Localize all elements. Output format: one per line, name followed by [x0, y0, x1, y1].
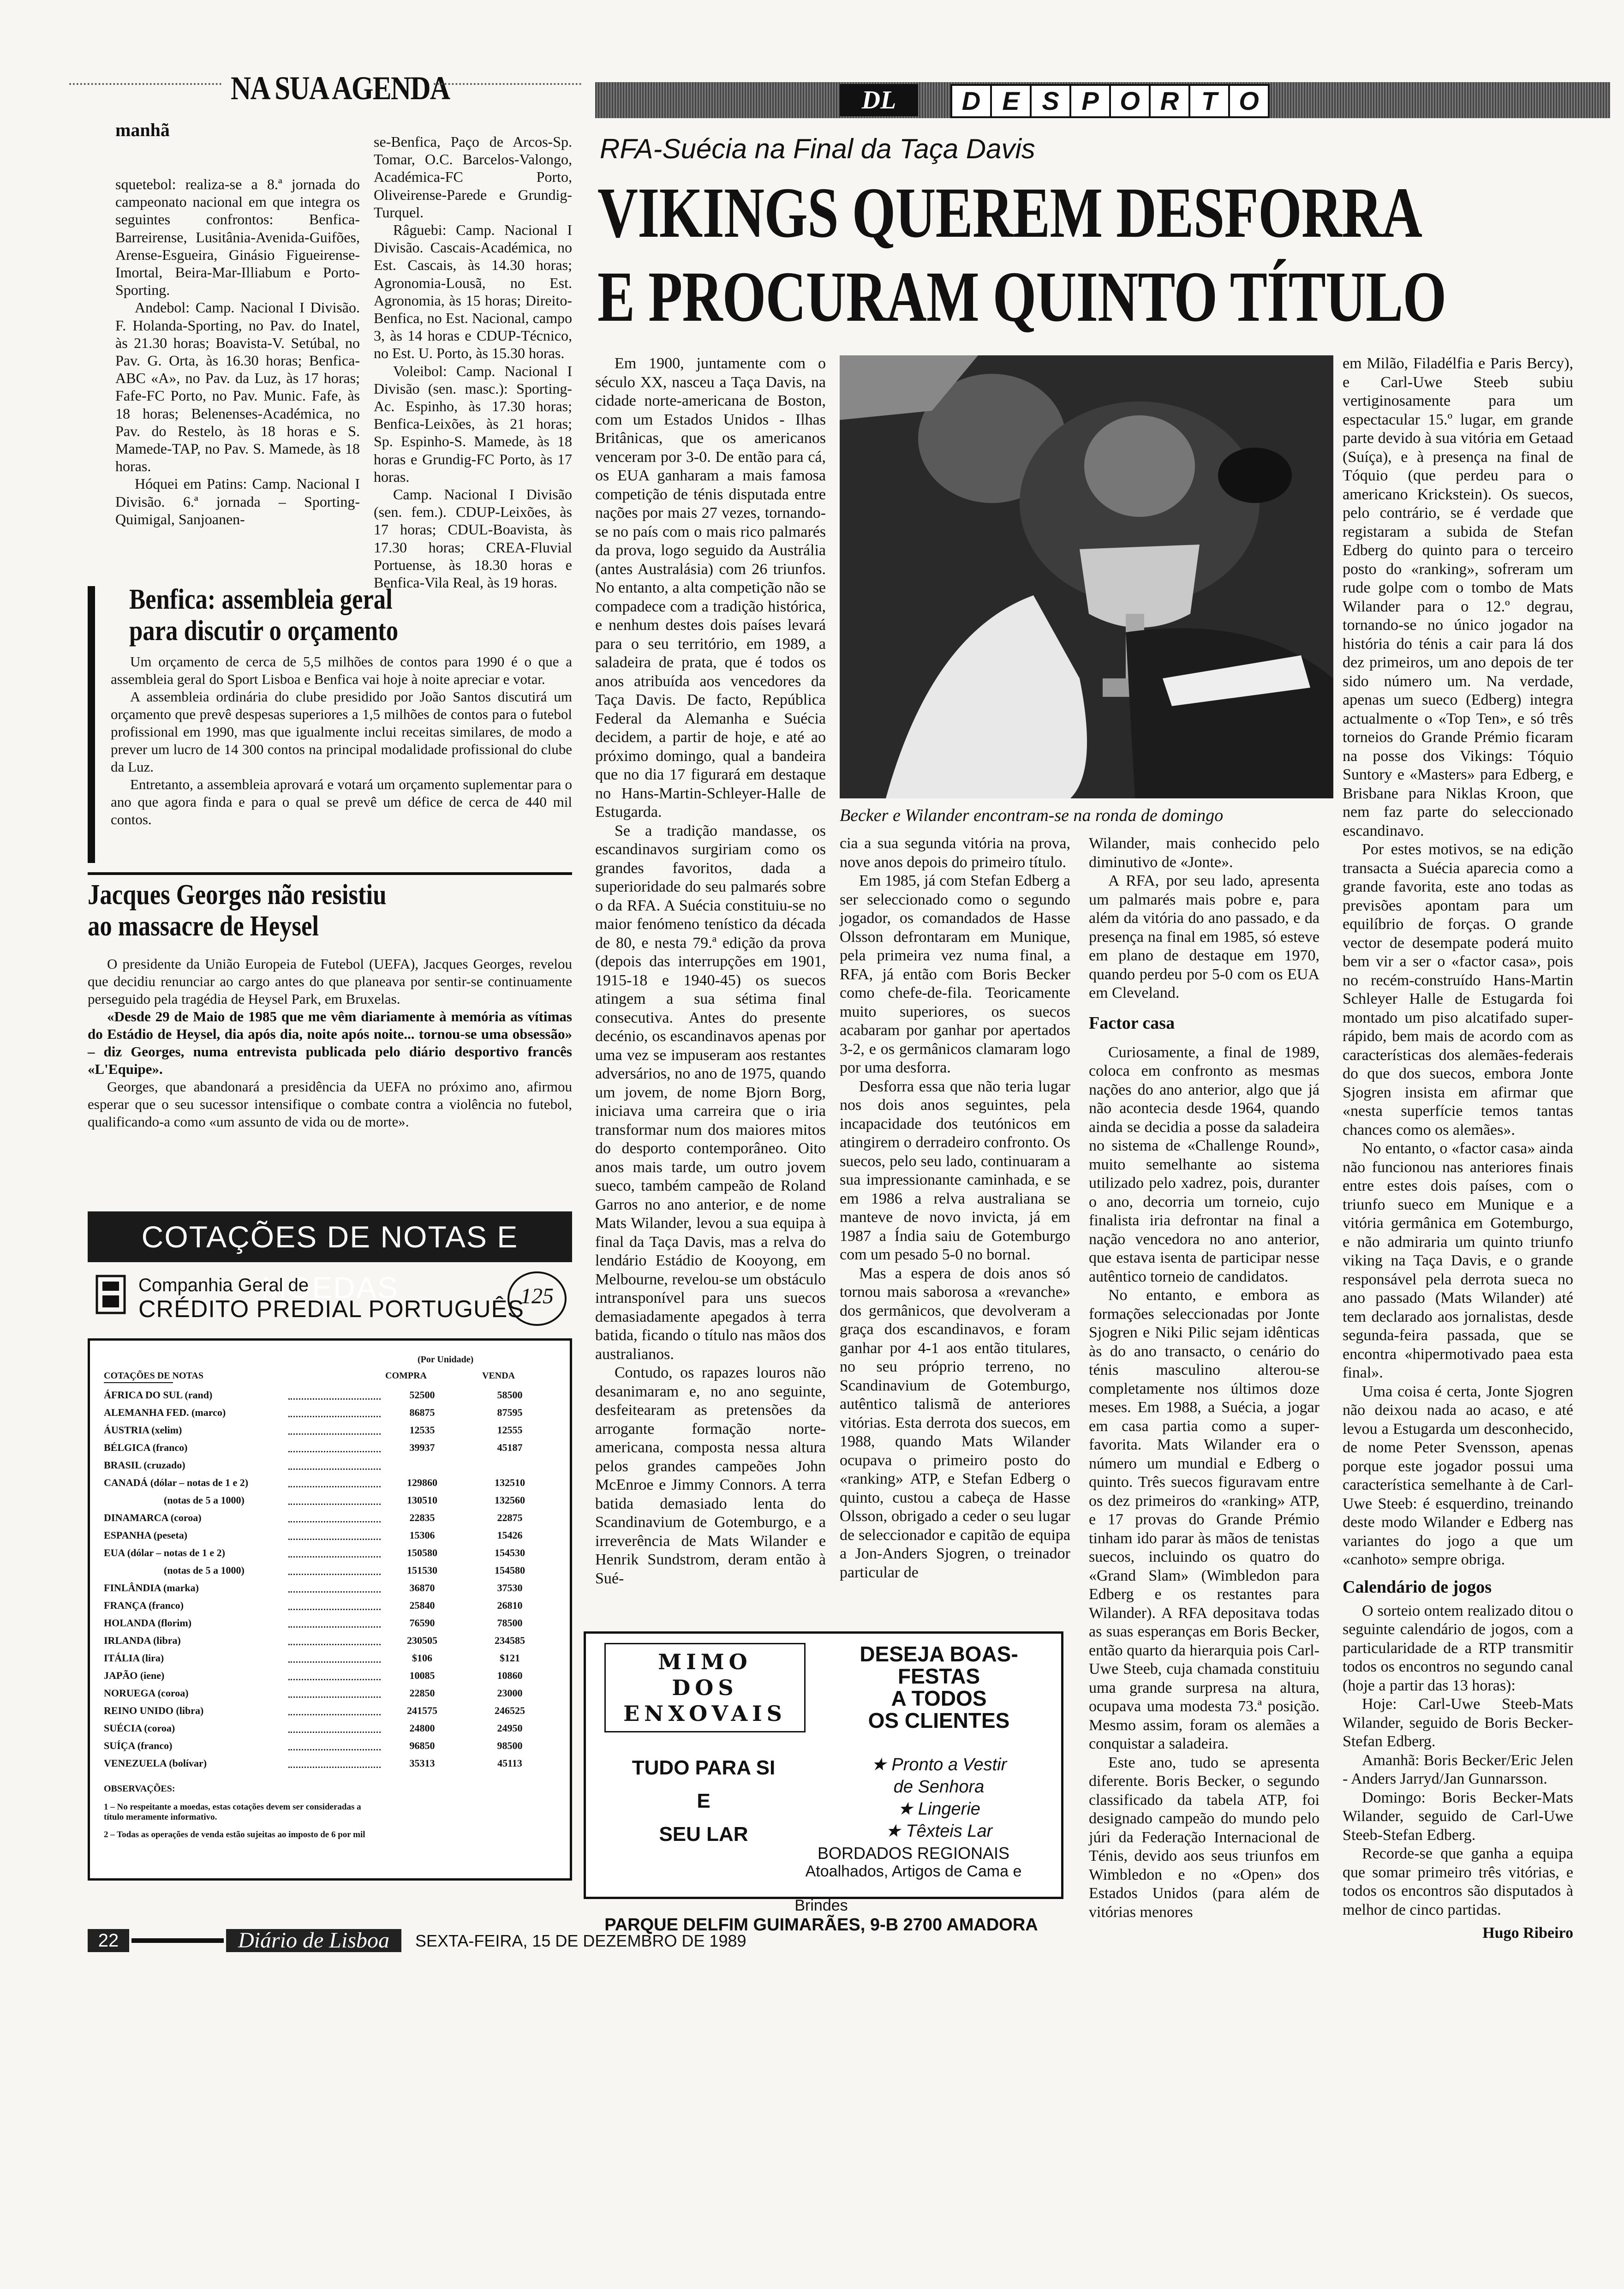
cotacao-row — [104, 1757, 556, 1774]
cotacao-venda: 234585 — [495, 1635, 525, 1646]
cotacao-leader — [288, 1459, 381, 1470]
bank-logo-icon — [92, 1271, 129, 1318]
cotacao-venda: 12555 — [497, 1424, 523, 1436]
cotacao-leader — [288, 1477, 381, 1487]
cotacao-leader — [288, 1617, 381, 1628]
cotacao-currency: NORUEGA (coroa) — [104, 1687, 189, 1699]
mimo-enxovais-ad — [584, 1631, 1063, 1899]
section-letter: E — [990, 84, 1032, 118]
ad-address: PARQUE DELFIM GUIMARÃES, 9-B 2700 AMADORA — [604, 1915, 1038, 1935]
article-paragraph: Curiosamente, a final de 1989, coloca em confronto as mesmas nações do ano anterior, algo que já não acontecia desde 1964, quando ainda se decidia a posse da saladeira no sistema de «Challenge Round», muito semelhante ao sistema utilizado pelo xadrez, pois, duranter o ano, decorria um torneio, cujo finalista iria defrontar na final a nação vencedora no ano anterior, que estava isenta de participar nesse autêntico torneio de candidatos. — [1089, 1043, 1320, 1285]
agenda-voleibol-fem: Camp. Nacional I Divisão (sen. fem.). CDUP-Leixões, às 17 horas; CDUL-Boavista, às 17.30 horas; CREA-Fluvial Portuense, às 18.30 horas e Benfica-Vila Real, às 19 horas. — [374, 486, 572, 591]
ad-greeting-line1: DESEJA BOAS- — [860, 1642, 1018, 1666]
cotacao-venda: 10860 — [497, 1670, 523, 1681]
cotacao-venda: 26810 — [497, 1600, 523, 1611]
cotacao-compra: 129860 — [407, 1477, 437, 1488]
cotacao-row — [104, 1442, 556, 1458]
cotacao-leader — [288, 1600, 381, 1610]
article-paragraph: No entanto, e embora as formações seleccionadas por Jonte Sjogren e Niki Pilic sejam idênticas às do ano transacto, o cenário do ténis masculino alterou-se completamente nos últimos doze meses. Em 1988, a Suécia, a jogar em casa partia como a super-favorita. Mats Wilander era o número um mundial e Edberg o quinto. Três suecos figuravam entre os dez primeiros do «ranking» ATP, e 17 provas do Grande Prémio tinham ido parar às mãos de tenistas suecos, incluindo os quatro do «Grand Slam» (Wimbledon para Edberg e os restantes para Wilander). A RFA depositava todas as suas esperanças em Boris Becker, então quarto da hierarquia pois Carl-Uwe Steeb, cuja chamada constituiu uma grande surpresa na altura, ocupava uma modesta 73.ª posição. Mesmo assim, foram os alemães a conquistar a saladeira. — [1089, 1287, 1320, 1752]
cotacao-currency: REINO UNIDO (libra) — [104, 1705, 204, 1716]
article-column-1 — [595, 354, 826, 1588]
cotacao-venda: 22875 — [497, 1512, 523, 1523]
cotacao-currency: HOLANDA (florim) — [104, 1617, 192, 1629]
article-paragraph: Em 1985, já com Stefan Edberg a ser seleccionado como o segundo jogador, os comandados de Hasse Olsson defrontaram em Munique, pela primeira vez numa final, a RFA, já então com Boris Becker como chefe-de-fila. Teoricamente muito superiores, os suecos acabaram por ganhar por apertados 3-2, e os germânicos clamaram logo por uma desforra. — [840, 872, 1070, 1076]
cotacao-leader — [288, 1424, 381, 1435]
ad-slogan-line2: E — [697, 1790, 710, 1812]
cotacoes-rule — [104, 1382, 173, 1383]
cotacoes-obs-title: OBSERVAÇÕES: — [104, 1784, 175, 1794]
cotacao-currency: FRANÇA (franco) — [104, 1600, 184, 1611]
cotacao-row — [104, 1547, 556, 1564]
ad-greeting — [835, 1643, 1043, 1732]
cotacao-venda: 15426 — [497, 1529, 523, 1541]
section-letter: O — [1228, 84, 1270, 118]
photo-caption: Becker e Wilander encontram-se na ronda de domingo — [840, 806, 1224, 825]
ad-item: de Senhora — [893, 1777, 985, 1797]
cotacao-compra: 22850 — [409, 1687, 435, 1699]
cotacao-compra: 15306 — [409, 1529, 435, 1541]
footer-date: SEXTA-FEIRA, 15 DE DEZEMBRO DE 1989 — [415, 1931, 746, 1950]
section-letter: P — [1069, 84, 1111, 118]
cotacao-venda: 45113 — [497, 1757, 522, 1769]
georges-headline — [88, 879, 578, 942]
ad-slogan-line1: TUDO PARA SI — [632, 1756, 776, 1779]
calendar-paragraph: O sorteio ontem realizado ditou o seguinte calendário de jogos, com a particularidade de a RTP transmitir todos os encontros no segundo canal (hoje a partir das 13 horas): — [1343, 1602, 1573, 1694]
georges-paragraph: «Desde 29 de Maio de 1985 que me vêm diariamente à memória as vítimas do Estádio de Heysel, dia após dia, noite após noite... tornou-se uma obsessão» – diz Georges, numa entrevista publicada pelo diário desportivo francês «L'Equipe». — [88, 1008, 572, 1077]
article-paragraph: Contudo, os rapazes louros não desanimaram e, no ano seguinte, desfeitearam as pretensões da arrogante formação norte-americana, composta nessa altura pelos grandes campeões John McEnroe e Jimmy Connors. A terra batida demasiado lenta do Scandinavium de Gotemburgo, e a irreverência de Mats Wilander e Henrik Sundstrom, deram então à Sué- — [595, 1364, 826, 1587]
ad-greeting-line2: FESTAS — [897, 1664, 980, 1688]
cotacao-venda: 23000 — [497, 1687, 523, 1699]
benfica-headline-line2: para discutir o orçamento — [129, 615, 399, 647]
cotacao-currency: VENEZUELA (bolívar) — [104, 1757, 207, 1769]
ad-logo-mimo: MIMO — [658, 1649, 752, 1674]
cotacao-compra: 96850 — [409, 1740, 435, 1751]
cotacao-compra: 24800 — [409, 1722, 435, 1734]
section-letter: R — [1149, 84, 1190, 118]
article-author: Hugo Ribeiro — [1482, 1924, 1573, 1941]
cotacao-leader — [288, 1582, 381, 1593]
cotacao-row — [104, 1687, 556, 1704]
cotacao-currency: ALEMANHA FED. (marco) — [104, 1407, 226, 1418]
article-paragraph: em Milão, Filadélfia e Paris Bercy), e Carl-Uwe Steeb subiu vertiginosamente para um espectacular 15.º lugar, em grande parte devido à sua vitória em Getaad (Suíça), e à presença na final de Tóquio (que perdeu para o americano Krickstein). Os suecos, pelo contrário, se é verdade que registaram a subida de Stefan Edberg do quinto para o terceiro posto do «ranking», sofreram um rude golpe com o tombo de Mats Wilander para o 12.º degrau, tornando-se no único jogador na história do ténis a cair para lá dos dez primeiros, um ano depois de ter sido número um. Na verdade, apenas um sueco (Edberg) integra actualmente o «Top Ten», e só três torneios do Grande Prémio ficaram na posse dos Vikings: Tóquio Suntory e «Masters» para Edberg, e Brisbane para Niklas Kroon, que nem faz parte do seleccionado escandinavo. — [1343, 355, 1573, 839]
cotacao-row — [104, 1477, 556, 1493]
benfica-sidebar-rule — [88, 586, 95, 863]
ad-item: ★ Têxteis Lar — [885, 1822, 993, 1841]
agenda-voleibol: Voleibol: Camp. Nacional I Divisão (sen. masc.): Sporting-Ac. Espinho, às 17.30 horas; Benfica-Leixões, às 21 horas; Sp. Espinho-S. Mamede, às 18 horas e Grundig-FC Porto, às 17 horas. — [374, 362, 572, 485]
footer-masthead: Diário de Lisboa — [226, 1929, 401, 1952]
bank-anniversary-badge: 125 — [508, 1271, 567, 1326]
cotacao-currency: (notas de 5 a 1000) — [164, 1494, 245, 1506]
section-letter: D — [950, 84, 992, 118]
cotacao-row — [104, 1617, 556, 1634]
calendar-paragraph: Hoje: Carl-Uwe Steeb-Mats Wilander, seguido de Boris Becker-Stefan Edberg. — [1343, 1696, 1573, 1750]
cotacao-venda: 45187 — [497, 1442, 523, 1453]
ad-item: ★ Pronto a Vestir — [871, 1755, 1007, 1774]
agenda-hoquei: Hóquei em Patins: Camp. Nacional I Divisão. 6.ª jornada – Sporting-Quimigal, Sanjoanen- — [115, 475, 360, 527]
agenda-column-2 — [374, 133, 572, 591]
cotacoes-col-name: COTAÇÕES DE NOTAS — [104, 1371, 203, 1381]
cotacao-currency: ESPANHA (peseta) — [104, 1529, 188, 1541]
article-paragraph: Mas a espera de dois anos só tornou mais saborosa a «revanche» dos germânicos, que devolveram a graça dos escandinavos, e foram ganhar por 4-1 aos então titulares, no seu próprio terreno, no Scandinavium de Gotemburgo, autêntico talismã de anteriores vitórias. Esta derrota dos suecos, em 1988, quando Mats Wilander ocupava o primeiro posto do «ranking» ATP, e Stefan Edberg o quinto, custou a cabeça de Hasse Olsson, obrigado a ceder o seu lugar de seleccionador e capitão de equipa a Jon-Anders Sjogren, o treinador particular de — [840, 1264, 1070, 1581]
agenda-dots-left — [69, 83, 221, 85]
cotacoes-table-box — [88, 1338, 572, 1881]
cotacao-compra: $106 — [412, 1652, 432, 1664]
ad-item: ★ Lingerie — [897, 1799, 980, 1819]
cotacao-currency: ÁUSTRIA (xelim) — [104, 1424, 182, 1436]
cotacao-compra: 151530 — [407, 1564, 437, 1576]
agenda-dots-right — [434, 83, 581, 85]
section-letter: T — [1188, 84, 1230, 118]
article-headline-line1: VIKINGS QUEREM DESFORRA — [597, 173, 1422, 252]
cotacao-row — [104, 1407, 556, 1423]
cotacao-row — [104, 1564, 556, 1581]
cotacao-leader — [288, 1389, 381, 1400]
cotacao-currency: DINAMARCA (coroa) — [104, 1512, 202, 1523]
cotacao-row — [104, 1582, 556, 1599]
cotacao-leader — [288, 1547, 381, 1558]
ad-brindes: Brindes — [794, 1897, 848, 1914]
article-paragraph: cia a sua segunda vitória na prova, nove anos depois do primeiro título. — [840, 835, 1070, 871]
trophy-photo-icon — [840, 355, 1333, 798]
cotacao-leader — [288, 1722, 381, 1733]
ad-greeting-line4: OS CLIENTES — [868, 1708, 1010, 1732]
agenda-basquetebol: squetebol: realiza-se a 8.ª jornada do campeonato nacional em que integra os seguintes confrontos: Benfica-Barreirense, Lusitânia-Avenida-Guifões, Arense-Esgueira, Ginásio Figueirense-Imortal, Beira-Mar-Illiabum e Porto-Sporting. — [115, 176, 360, 299]
article-paragraph: A RFA, por seu lado, apresenta um palmarés mais pobre e, para além da vitória do ano passado, e da presença na final em 1985, só esteve em plano de destaque em 1970, quando perdeu por 5-0 com os EUA em Cleveland. — [1089, 872, 1320, 1001]
cotacao-row — [104, 1705, 556, 1721]
cotacao-row — [104, 1459, 556, 1476]
cotacao-compra: 52500 — [409, 1389, 435, 1401]
cotacao-currency: SUÉCIA (coroa) — [104, 1722, 175, 1734]
cotacao-row — [104, 1494, 556, 1511]
article-paragraph: Desforra essa que não teria lugar nos dois anos seguintes, pela incapacidade dos teutónicos em atingirem o derradeiro confronto. Os suecos, pelo seu lado, continuaram a sua impressionante caminhada, e se em 1986 a relva australiana se manteve de novo invicta, já em 1987 a Índia saiu de Gotemburgo com um pesado 5-0 no bornal. — [840, 1078, 1070, 1263]
bank-name-line2: CRÉDITO PREDIAL PORTUGUÊS — [138, 1296, 524, 1323]
page-number: 22 — [88, 1929, 129, 1952]
cotacao-row — [104, 1635, 556, 1651]
cotacao-compra: 35313 — [409, 1757, 435, 1769]
cotacao-row — [104, 1424, 556, 1441]
cotacao-row — [104, 1670, 556, 1686]
bank-name-line1: Companhia Geral de — [138, 1275, 309, 1295]
article-paragraph: No entanto, o «factor casa» ainda não funcionou nas anteriores finais entre estes dois países, com o triunfo sueco em Munique e a vitória germânica em Gotemburgo, e não admiraria um quinto triunfo viking na Taça Davis, e o grande responsável pela derrota sueca no ano passado (Mats Wilander) até tem declarado aos jornalistas, desde segunda-feira passada, que se encontra «hipermotivado paea esta final». — [1343, 1140, 1573, 1381]
section-letter: O — [1109, 84, 1151, 118]
ad-atoalhados — [780, 1862, 1047, 1881]
cotacao-compra: 25840 — [409, 1600, 435, 1611]
ad-logo-box — [604, 1643, 806, 1732]
cotacao-leader — [288, 1687, 381, 1698]
ad-greeting-line3: A TODOS — [891, 1686, 987, 1710]
georges-headline-line1: Jacques Georges não resistiu — [88, 879, 387, 911]
georges-headline-line2: ao massacre de Heysel — [88, 911, 319, 942]
cotacao-compra: 230505 — [407, 1635, 437, 1646]
cotacao-row — [104, 1600, 556, 1616]
cotacao-compra: 76590 — [409, 1617, 435, 1629]
agenda-subtitle: manhã — [115, 120, 170, 140]
cotacao-venda: 24950 — [497, 1722, 523, 1734]
article-column-4 — [1343, 354, 1573, 1943]
article-headline-line2: E PROCURAM QUINTO TÍTULO — [597, 257, 1446, 336]
ad-items — [835, 1754, 1043, 1842]
cotacao-venda: 98500 — [497, 1740, 523, 1751]
article-paragraph: Em 1900, juntamente com o século XX, nasceu a Taça Davis, na cidade norte-americana de Boston, com um Estados Unidos - Ilhas Britânicas, que os americanos venceram por 3-0. De então para cá, os EUA ganharam a mais famosa competição de ténis disputada entre nações por mais 27 vezes, tornando-se no país com o mais rico palmarés da prova, logo seguido da Austrália (antes Australásia) com 26 triunfos. No entanto, a alta competição não se compadece com a tradição histórica, e nenhum destes dois países levará para o seu território, em 1989, a saladeira de prata, que é todos os anos atribuída aos vencedores da Taça Davis. De facto, República Federal da Alemanha e Suécia decidem, a partir de hoje, e até ao próximo domingo, qual a bandeira que no dia 17 figurará em destaque no Hans-Martin-Schleyer-Halle de Estugarda. — [595, 355, 826, 821]
article-column-2 — [840, 834, 1070, 1582]
cotacao-venda: 154580 — [495, 1564, 525, 1576]
desporto-section-title — [950, 84, 1268, 118]
cotacao-leader — [288, 1407, 381, 1417]
cotacao-venda: 132510 — [495, 1477, 525, 1488]
ad-slogan — [604, 1751, 803, 1851]
cotacao-compra: 22835 — [409, 1512, 435, 1523]
cotacao-venda: 246525 — [495, 1705, 525, 1716]
ad-bordados: BORDADOS REGIONAIS — [817, 1844, 1010, 1863]
agenda-column-1 — [115, 175, 360, 528]
cotacao-compra: 150580 — [407, 1547, 437, 1558]
calendario-heading: Calendário de jogos — [1343, 1577, 1492, 1597]
cotacao-compra: 36870 — [409, 1582, 435, 1594]
cotacao-leader — [288, 1442, 381, 1452]
agenda-hoquei-cont: se-Benfica, Paço de Arcos-Sp. Tomar, O.C. Barcelos-Valongo, Académica-FC Porto, Oliveirense-Parede e Grundig-Turquel. — [374, 133, 572, 221]
cotacao-compra: 12535 — [409, 1424, 435, 1436]
tennis-photo — [840, 355, 1333, 798]
ad-logo-enxovais: ENXOVAIS — [623, 1701, 787, 1726]
cotacao-compra: 241575 — [407, 1705, 437, 1716]
cotacao-compra: 86875 — [409, 1407, 435, 1418]
ad-atoalhados-line1: Atoalhados, Artigos de Cama e — [805, 1863, 1022, 1880]
cotacao-venda: 58500 — [497, 1389, 523, 1401]
cotacao-compra: 39937 — [409, 1442, 435, 1453]
benfica-paragraph: Entretanto, a assembleia aprovará e votará um orçamento suplementar para o ano que agora finda e para o qual se prevê um défice de cerca de 440 mil contos. — [111, 776, 572, 827]
cotacao-row — [104, 1512, 556, 1528]
georges-paragraph: Georges, que abandonará a presidência da UEFA no próximo ano, afirmou esperar que o seu sucessor intensifique o combate contra a violência no futebol, qualificando-a como «um assunto de vida ou de morte». — [88, 1079, 572, 1130]
benfica-paragraph: A assembleia ordinária do clube presidido por João Santos discutirá um orçamento que prevê despesas superiores a 1,5 milhões de contos para o futebol profissional em 1990, mas que igualmente inclui receitas similares, de modo a prever um lucro de 14 300 contos na principal modalidade profissional do clube da Luz. — [111, 689, 572, 775]
cotacao-venda: 37530 — [497, 1582, 523, 1594]
georges-body — [88, 955, 572, 1131]
cotacao-leader — [288, 1757, 381, 1768]
cotacao-leader — [288, 1529, 381, 1540]
cotacao-currency: IRLANDA (libra) — [104, 1635, 181, 1646]
cotacao-currency: BÉLGICA (franco) — [104, 1442, 188, 1453]
cotacao-currency: BRASIL (cruzado) — [104, 1459, 185, 1471]
cotacao-leader — [288, 1564, 381, 1575]
cotacao-currency: FINLÂNDIA (marka) — [104, 1582, 199, 1594]
cotacao-currency: ÁFRICA DO SUL (rand) — [104, 1389, 213, 1401]
cotacoes-col-compra: COMPRA — [385, 1371, 427, 1381]
benfica-divider — [88, 872, 572, 875]
benfica-paragraph: Um orçamento de cerca de 5,5 milhões de contos para 1990 é o que a assembleia geral do Sport Lisboa e Benfica vai hoje à noite apreciar e votar. — [111, 653, 572, 687]
cotacao-currency: EUA (dólar – notas de 1 e 2) — [104, 1547, 225, 1558]
cotacao-venda: 78500 — [497, 1617, 523, 1629]
article-paragraph: Por estes motivos, se na edição transacta a Suécia aparecia como a grande favorita, este ano todas as previsões apontam para um equilíbrio de forças. O grande vector de desempate poderá muito bem vir a ser o «factor casa», pois no recém-construído Hans-Martin Schleyer Halle de Estugarda foi montado um piso alcatifado super-rápido, bem mais de acordo com as características dos alemães-federais do que dos suecos, embora Jonte Sjogren insista em afirmar que «nesta superfície temos tantas chances como os alemães». — [1343, 841, 1573, 1139]
cotacao-row — [104, 1722, 556, 1739]
cotacoes-banner: COTAÇÕES DE NOTAS E MOEDAS — [88, 1211, 572, 1262]
article-paragraph: Este ano, tudo se apresenta diferente. Boris Becker, o segundo classificado da tabela ATP, foi designado campeão do mundo pelo júri da Federação Internacional de Ténis, devido aos seus triunfos em Wimbledon e no «Open» dos Estados Unidos (para além de vitórias menores — [1089, 1754, 1320, 1921]
cotacao-compra: 10085 — [409, 1670, 435, 1681]
cotacao-leader — [288, 1670, 381, 1680]
cotacoes-rows — [104, 1389, 556, 1777]
cotacao-venda: 132560 — [495, 1494, 525, 1506]
cotacao-currency: ITÁLIA (lira) — [104, 1652, 164, 1664]
calendar-paragraph: Domingo: Boris Becker-Mats Wilander, seguido de Carl-Uwe Steeb-Stefan Edberg. — [1343, 1789, 1573, 1844]
cotacoes-obs-1: 1 – No respeitante a moedas, estas cotações devem ser consideradas a título meramente informativo. — [104, 1802, 361, 1822]
article-kicker: RFA-Suécia na Final da Taça Davis — [600, 133, 1035, 164]
factor-casa-heading: Factor casa — [1089, 1013, 1175, 1033]
benfica-body — [111, 653, 572, 828]
cotacao-leader — [288, 1705, 381, 1715]
benfica-headline — [129, 584, 561, 647]
cotacao-venda: $121 — [500, 1652, 520, 1664]
ad-slogan-line3: SEU LAR — [659, 1823, 748, 1846]
cotacao-leader — [288, 1740, 381, 1750]
cotacao-leader — [288, 1652, 381, 1663]
ad-logo-dos: DOS — [672, 1675, 738, 1700]
desporto-logo: DL — [840, 84, 918, 116]
agenda-raguebi: Râguebi: Camp. Nacional I Divisão. Cascais-Académica, no Est. Cascais, às 14.30 horas; Agronomia-Lousã, no Est. Agronomia, às 15 horas; Direito-Benfica, no Est. Nacional, campo 3, às 14 horas e CDUP-Técnico, no Est. U. Porto, às 15.30 horas. — [374, 222, 572, 362]
cotacao-leader — [288, 1494, 381, 1505]
section-letter: S — [1030, 84, 1071, 118]
cotacao-currency: CANADÁ (dólar – notas de 1 e 2) — [104, 1477, 249, 1488]
cotacao-row — [104, 1740, 556, 1756]
article-column-3 — [1089, 834, 1320, 1922]
cotacao-leader — [288, 1635, 381, 1645]
cotacoes-unit: (Por Unidade) — [418, 1354, 474, 1365]
calendar-paragraph: Recorde-se que ganha a equipa que somar primeiro três vitórias, e todos os encontros são disputados à melhor de cinco partidas. — [1343, 1845, 1573, 1918]
cotacao-currency: SUÍÇA (franco) — [104, 1740, 173, 1751]
footer-rule — [131, 1938, 224, 1943]
agenda-title: NA SUA AGENDA — [231, 70, 450, 107]
cotacoes-obs-2: 2 – Todas as operações de venda estão sujeitas ao imposto de 6 por mil — [104, 1830, 365, 1840]
cotacao-compra: 130510 — [407, 1494, 437, 1506]
benfica-headline-line1: Benfica: assembleia geral — [129, 584, 393, 615]
article-paragraph: Wilander, mais conhecido pelo diminutivo de «Jonte». — [1089, 835, 1320, 871]
article-paragraph: Se a tradição mandasse, os escandinavos surgiriam como os grandes favoritos, dada a superioridade do seu palmarés sobre o da RFA. A Suécia constituiu-se no maior fenómeno tenístico da década de 80, e nesta 79.ª edição da prova (depois das interrupções em 1901, 1915-18 e 1940-45) os suecos atingem a sua sétima final consecutiva. Antes do presente decénio, os escandinavos apenas por uma vez se impuseram aos restantes adversários, no ano de 1975, quando um jovem, de nome Bjorn Borg, iniciava uma carreira que o iria transformar num dos maiores mitos do desporto contemporâneo. Oito anos mais tarde, um outro jovem sueco, também campeão de Roland Garros no ano anterior, e de nome Mats Wilander, levou a sua equipa à final da Taça Davis, mas a relva do lendário Estádio de Kooyong, em Melbourne, revelou-se um obstáculo intransponível para uns suecos demasiadamente apegados à terra batida, ficando o título nas mãos dos australianos. — [595, 822, 826, 1363]
agenda-andebol: Andebol: Camp. Nacional I Divisão. F. Holanda-Sporting, no Pav. do Inatel, às 21.30 horas; Boavista-V. Setúbal, no Pav. G. Orta, às 16.30 horas; Benfica-ABC «A», no Pav. da Luz, às 17 horas; Fafe-FC Porto, no Pav. Munic. Fafe, às 18 horas; Belenenses-Académica, no Pav. do Restelo, às 18 horas e S. Mamede-TAP, no Pav. S. Mamede, às 18 horas. — [115, 299, 360, 475]
cotacao-row — [104, 1389, 556, 1406]
cotacoes-col-venda: VENDA — [482, 1371, 515, 1381]
georges-paragraph: O presidente da União Europeia de Futebol (UEFA), Jacques Georges, revelou que decidiu renunciar ao cargo antes do que planeava por sentir-se continuamente perseguido pela tragédia de Heysel Park, em Bruxelas. — [88, 956, 572, 1007]
cotacao-row — [104, 1652, 556, 1669]
calendar-paragraph: Amanhã: Boris Becker/Eric Jelen - Anders Jarryd/Jan Gunnarsson. — [1343, 1751, 1573, 1787]
cotacao-currency: JAPÃO (iene) — [104, 1670, 165, 1681]
cotacao-venda: 154530 — [495, 1547, 525, 1558]
cotacao-leader — [288, 1512, 381, 1522]
cotacao-currency: (notas de 5 a 1000) — [164, 1564, 245, 1576]
article-paragraph: Uma coisa é certa, Jonte Sjogren não deixou nada ao acaso, e até levou a Estugarda um desconhecido, de nome Peter Svensson, apenas porque este jogador possui uma característica semelhante à de Carl-Uwe Steeb: é esquerdino, treinando deste modo Wilander e Edberg nas variantes do jogo a que um «canhoto» sempre obriga. — [1343, 1383, 1573, 1568]
cotacao-venda: 87595 — [497, 1407, 523, 1418]
cotacao-row — [104, 1529, 556, 1546]
cotacoes-bank-header — [92, 1271, 572, 1331]
